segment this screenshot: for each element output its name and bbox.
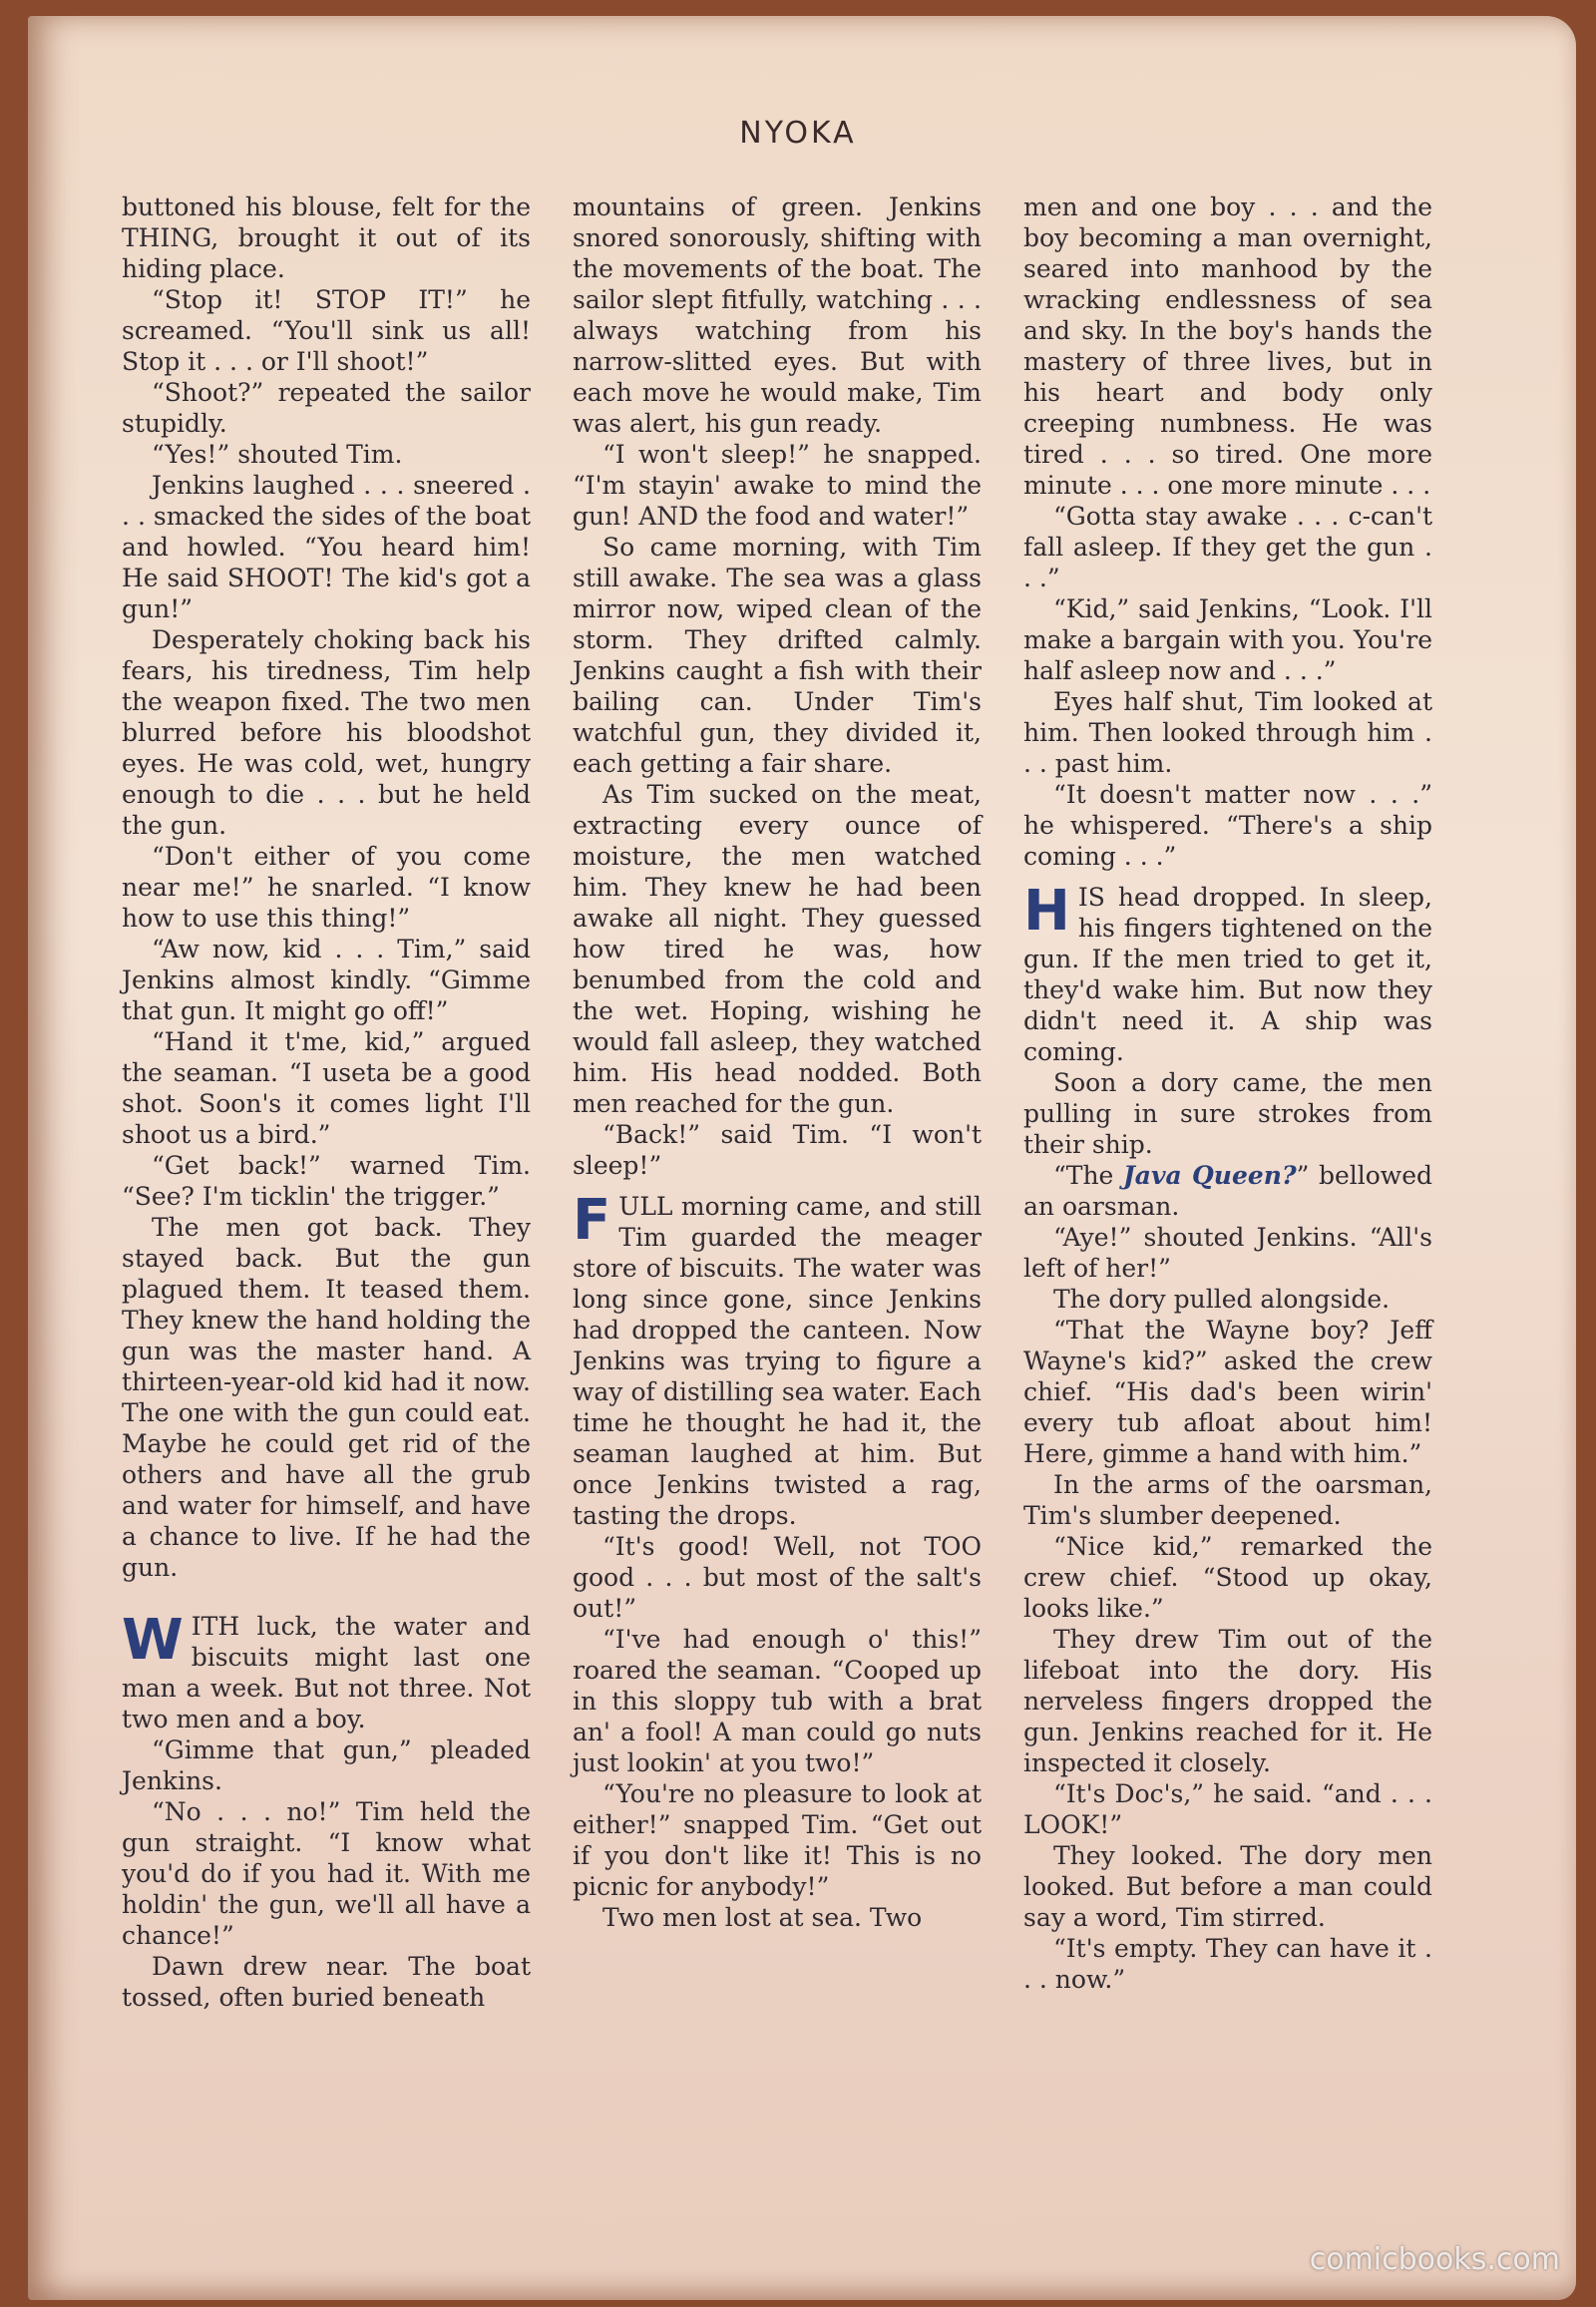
paragraph: “Aw now, kid . . . Tim,” said Jenkins almost kindly. “Gimme that gun. It might go off!” — [122, 935, 531, 1025]
paragraph-text: ULL morning came, and still Tim guarded the meager store of biscuits. The water was long since gone, since Jenkins had dropped the canteen. Now Jenkins was trying to figure a way of distilling sea water. Each time he thought he had it, the seaman laughed at him. But once Jenkins twisted a rag, tasting the drops. — [573, 1192, 982, 1530]
paragraph: “Kid,” said Jenkins, “Look. I'll make a bargain with you. You're half asleep now and . . .” — [1023, 594, 1432, 685]
drop-cap: F — [573, 1188, 611, 1253]
paragraph: They drew Tim out of the lifeboat into the dory. His nerveless fingers dropped the gun. Jenkins reached for it. He inspected it closely. — [1023, 1625, 1432, 1777]
paragraph: “It's Doc's,” he said. “and . . . LOOK!” — [1023, 1779, 1432, 1839]
paragraph: “Gotta stay awake . . . c-can't fall asleep. If they get the gun . . .” — [1023, 502, 1432, 592]
paragraph: “It's empty. They can have it . . . now.” — [1023, 1934, 1432, 1994]
paragraph: “Aye!” shouted Jenkins. “All's left of her!” — [1023, 1223, 1432, 1283]
paragraph — [1023, 1160, 1432, 1222]
text-column-3 — [1023, 192, 1432, 1995]
paragraph: “Stop it! STOP IT!” he screamed. “You'll sink us all! Stop it . . . or I'll shoot!” — [122, 285, 531, 376]
paragraph: “It's good! Well, not TOO good . . . but most of the salt's out!” — [573, 1532, 982, 1623]
paragraph: Desperately choking back his fears, his tiredness, Tim help the weapon fixed. The two men blurred before his bloodshot eyes. He was cold, wet, hungry enough to die . . . but he held the gun. — [122, 625, 531, 840]
paragraph: mountains of green. Jenkins snored sonorously, shifting with the movements of the boat. The sailor slept fitfully, watching . . . always watching from his narrow-slitted eyes. But with each move he would make, Tim was alert, his gun ready. — [573, 192, 982, 438]
dropcap-paragraph — [573, 1188, 982, 1531]
text-column-1 — [122, 192, 531, 2013]
drop-cap: W — [122, 1608, 184, 1673]
dropcap-paragraph — [122, 1608, 531, 1734]
paragraph: “Don't either of you come near me!” he snarled. “I know how to use this thing!” — [122, 842, 531, 933]
paragraph-text: “The — [1053, 1161, 1123, 1190]
drop-cap: H — [1023, 879, 1070, 944]
dropcap-paragraph — [1023, 879, 1432, 1067]
paragraph: “You're no pleasure to look at either!” snapped Tim. “Get out if you don't like it! This is no picnic for anybody!” — [573, 1779, 982, 1901]
paragraph: “Shoot?” repeated the sailor stupidly. — [122, 378, 531, 438]
paragraph: Eyes half shut, Tim looked at him. Then looked through him . . . past him. — [1023, 687, 1432, 778]
paragraph: Dawn drew near. The boat tossed, often buried beneath — [122, 1952, 531, 2012]
paragraph-text: ITH luck, the water and biscuits might last one man a week. But not three. Not two men and a boy. — [122, 1612, 531, 1733]
paragraph: The men got back. They stayed back. But the gun plagued them. It teased them. They knew the hand holding the gun was the master hand. A thirteen-year-old kid had it now. The one with the gun could eat. Maybe he could get rid of the others and have all the grub and water for himself, and have a chance to live. If he had the gun. — [122, 1213, 531, 1582]
paragraph: buttoned his blouse, felt for the THING, brought it out of its hiding place. — [122, 192, 531, 283]
paragraph: Two men lost at sea. Two — [602, 1903, 923, 1932]
paragraph: “Back!” said Tim. “I won't sleep!” — [573, 1120, 982, 1180]
paragraph: “Hand it t'me, kid,” argued the seaman. “I useta be a good shot. Soon's it comes light I'll shoot us a bird.” — [122, 1027, 531, 1149]
paragraph: The dory pulled alongside. — [1053, 1285, 1391, 1314]
paragraph: As Tim sucked on the meat, extracting every ounce of moisture, the men watched him. They knew he had been awake all night. They guessed how tired he was, how benumbed from the cold and the wet. Hoping, wishing he would fall asleep, they watched him. His head nodded. Both men reached for the gun. — [573, 780, 982, 1118]
paragraph: “Get back!” warned Tim. “See? I'm ticklin' the trigger.” — [122, 1151, 531, 1211]
text-column-2 — [573, 192, 982, 1933]
paragraph: “I've had enough o' this!” roared the seaman. “Cooped up in this sloppy tub with a brat an' a fool! A man could go nuts just lookin' at you two!” — [573, 1625, 982, 1777]
page-header: NYOKA — [739, 116, 857, 151]
paragraph-text: ” bellowed an oarsman. — [1023, 1161, 1432, 1221]
paragraph: men and one boy . . . and the boy becoming a man overnight, seared into manhood by the wracking endlessness of sea and sky. In the boy's hands the mastery of three lives, but in his heart and body only creeping numbness. He was tired . . . so tired. One more minute . . . one more minute . . . — [1023, 192, 1432, 500]
paragraph: “I won't sleep!” he snapped. “I'm stayin' awake to mind the gun! AND the food and water!” — [573, 440, 982, 531]
site-watermark: comicbooks.com — [1309, 2242, 1560, 2277]
paragraph: Jenkins laughed . . . sneered . . . smacked the sides of the boat and howled. “You heard him! He said SHOOT! The kid's got a gun!” — [122, 471, 531, 623]
paragraph: In the arms of the oarsman, Tim's slumber deepened. — [1023, 1470, 1432, 1530]
paragraph: They looked. The dory men looked. But before a man could say a word, Tim stirred. — [1023, 1841, 1432, 1932]
paragraph: So came morning, with Tim still awake. The sea was a glass mirror now, wiped clean of the storm. They drifted calmly. Jenkins caught a fish with their bailing can. Under Tim's watchful gun, they divided it, each getting a fair share. — [573, 533, 982, 778]
paragraph: Soon a dory came, the men pulling in sure strokes from their ship. — [1023, 1068, 1432, 1159]
paragraph: “Yes!” shouted Tim. — [152, 440, 403, 469]
paragraph: “It doesn't matter now . . .” he whispered. “There's a ship coming . . .” — [1023, 780, 1432, 871]
ship-name: Java Queen? — [1122, 1161, 1297, 1190]
paragraph: “Gimme that gun,” pleaded Jenkins. — [122, 1735, 531, 1795]
paragraph: “That the Wayne boy? Jeff Wayne's kid?” asked the crew chief. “His dad's been wirin' every tub afloat about him! Here, gimme a hand with him.” — [1023, 1316, 1432, 1468]
paragraph: “No . . . no!” Tim held the gun straight. “I know what you'd do if you had it. With me holdin' the gun, we'll all have a chance!” — [122, 1797, 531, 1950]
paragraph-text: IS head dropped. In sleep, his fingers tightened on the gun. If the men tried to get it, they'd wake him. But now they didn't need it. A ship was coming. — [1023, 883, 1432, 1066]
paragraph: “Nice kid,” remarked the crew chief. “Stood up okay, looks like.” — [1023, 1532, 1432, 1623]
